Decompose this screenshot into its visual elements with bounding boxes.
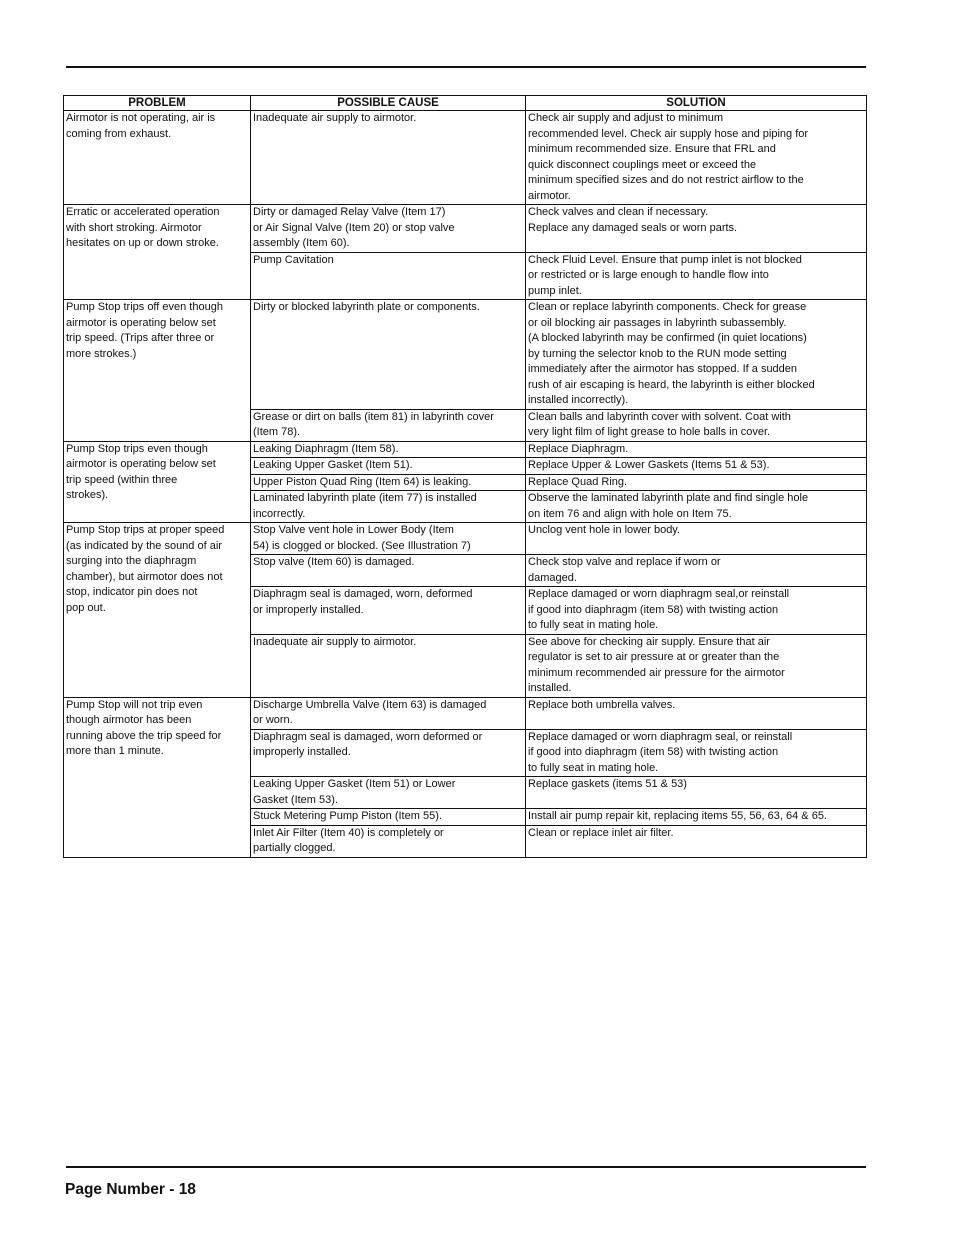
cause-cell: Dirty or blocked labyrinth plate or components. xyxy=(251,300,526,410)
problem-cell: Airmotor is not operating, air is coming from exhaust. xyxy=(64,111,251,205)
table-row xyxy=(64,300,867,410)
table-row xyxy=(64,523,867,555)
table-body xyxy=(64,111,867,858)
solution-cell: Replace Diaphragm. xyxy=(526,441,867,458)
cause-cell: Leaking Upper Gasket (Item 51) or Lower Gasket (Item 53). xyxy=(251,777,526,809)
solution-cell: Check Fluid Level. Ensure that pump inlet is not blocked or restricted or is large enough to handle flow into pump inlet. xyxy=(526,252,867,300)
solution-cell: Unclog vent hole in lower body. xyxy=(526,523,867,555)
page-number: Page Number - 18 xyxy=(65,1181,196,1198)
solution-cell: See above for checking air supply. Ensure that air regulator is set to air pressure at or greater than the minimum recommended air pressure for the airmotor installed. xyxy=(526,634,867,697)
header-problem: PROBLEM xyxy=(64,96,251,111)
cause-cell: Grease or dirt on balls (item 81) in labyrinth cover (Item 78). xyxy=(251,409,526,441)
solution-cell: Replace damaged or worn diaphragm seal, or reinstall if good into diaphragm (item 58) with twisting action to fully seat in mating hole. xyxy=(526,729,867,777)
problem-cell: Pump Stop will not trip even though airmotor has been running above the trip speed for more than 1 minute. xyxy=(64,697,251,857)
problem-cell: Erratic or accelerated operation with short stroking. Airmotor hesitates on up or down stroke. xyxy=(64,205,251,300)
solution-cell: Replace damaged or worn diaphragm seal,or reinstall if good into diaphragm (item 58) with twisting action to fully seat in mating hole. xyxy=(526,587,867,635)
table-row xyxy=(64,111,867,205)
cause-cell: Laminated labyrinth plate (item 77) is installed incorrectly. xyxy=(251,491,526,523)
table-row xyxy=(64,441,867,458)
header-rule xyxy=(66,66,866,68)
cause-cell: Discharge Umbrella Valve (Item 63) is damaged or worn. xyxy=(251,697,526,729)
cause-cell: Stuck Metering Pump Piston (Item 55). xyxy=(251,809,526,826)
cause-cell: Inadequate air supply to airmotor. xyxy=(251,634,526,697)
solution-cell: Clean balls and labyrinth cover with solvent. Coat with very light film of light grease to hole balls in cover. xyxy=(526,409,867,441)
table-header-row xyxy=(64,96,867,111)
cause-cell: Pump Cavitation xyxy=(251,252,526,300)
header-solution: SOLUTION xyxy=(526,96,867,111)
solution-cell: Check stop valve and replace if worn or damaged. xyxy=(526,555,867,587)
troubleshooting-table xyxy=(63,95,867,858)
problem-cell: Pump Stop trips off even though airmotor is operating below set trip speed. (Trips after three or more strokes.) xyxy=(64,300,251,442)
problem-cell: Pump Stop trips at proper speed (as indicated by the sound of air surging into the diaphragm chamber), but airmotor does not stop, indicator pin does not pop out. xyxy=(64,523,251,698)
solution-cell: Replace gaskets (items 51 & 53) xyxy=(526,777,867,809)
header-possible-cause: POSSIBLE CAUSE xyxy=(251,96,526,111)
cause-cell: Inadequate air supply to airmotor. xyxy=(251,111,526,205)
solution-cell: Clean or replace inlet air filter. xyxy=(526,825,867,857)
cause-cell: Leaking Upper Gasket (Item 51). xyxy=(251,458,526,475)
solution-cell: Check valves and clean if necessary. Replace any damaged seals or worn parts. xyxy=(526,205,867,253)
solution-cell: Observe the laminated labyrinth plate and find single hole on item 76 and align with hole on Item 75. xyxy=(526,491,867,523)
table-row xyxy=(64,205,867,253)
cause-cell: Dirty or damaged Relay Valve (Item 17) or Air Signal Valve (Item 20) or stop valve assembly (Item 60). xyxy=(251,205,526,253)
cause-cell: Stop valve (Item 60) is damaged. xyxy=(251,555,526,587)
solution-cell: Replace Upper & Lower Gaskets (Items 51 & 53). xyxy=(526,458,867,475)
solution-cell: Check air supply and adjust to minimum recommended level. Check air supply hose and piping for minimum recommended size. Ensure that FRL and quick disconnect couplings meet or exceed the minimum specified sizes and do not restrict airflow to the airmotor. xyxy=(526,111,867,205)
cause-cell: Inlet Air Filter (Item 40) is completely or partially clogged. xyxy=(251,825,526,857)
cause-cell: Upper Piston Quad Ring (Item 64) is leaking. xyxy=(251,474,526,491)
table-row xyxy=(64,697,867,729)
cause-cell: Stop Valve vent hole in Lower Body (Item 54) is clogged or blocked. (See Illustration 7) xyxy=(251,523,526,555)
cause-cell: Diaphragm seal is damaged, worn, deformed or improperly installed. xyxy=(251,587,526,635)
problem-cell: Pump Stop trips even though airmotor is operating below set trip speed (within three strokes). xyxy=(64,441,251,523)
solution-cell: Install air pump repair kit, replacing items 55, 56, 63, 64 & 65. xyxy=(526,809,867,826)
cause-cell: Diaphragm seal is damaged, worn deformed or improperly installed. xyxy=(251,729,526,777)
footer-rule xyxy=(66,1166,866,1168)
solution-cell: Clean or replace labyrinth components. Check for grease or oil blocking air passages in labyrinth subassembly. (A blocked labyrinth may be confirmed (in quiet locations) by turning the selector knob to the RUN mode setting immediately after the airmotor has stopped. If a sudden rush of air escaping is heard, the labyrinth is either blocked installed incorrectly). xyxy=(526,300,867,410)
solution-cell: Replace both umbrella valves. xyxy=(526,697,867,729)
cause-cell: Leaking Diaphragm (Item 58). xyxy=(251,441,526,458)
solution-cell: Replace Quad Ring. xyxy=(526,474,867,491)
